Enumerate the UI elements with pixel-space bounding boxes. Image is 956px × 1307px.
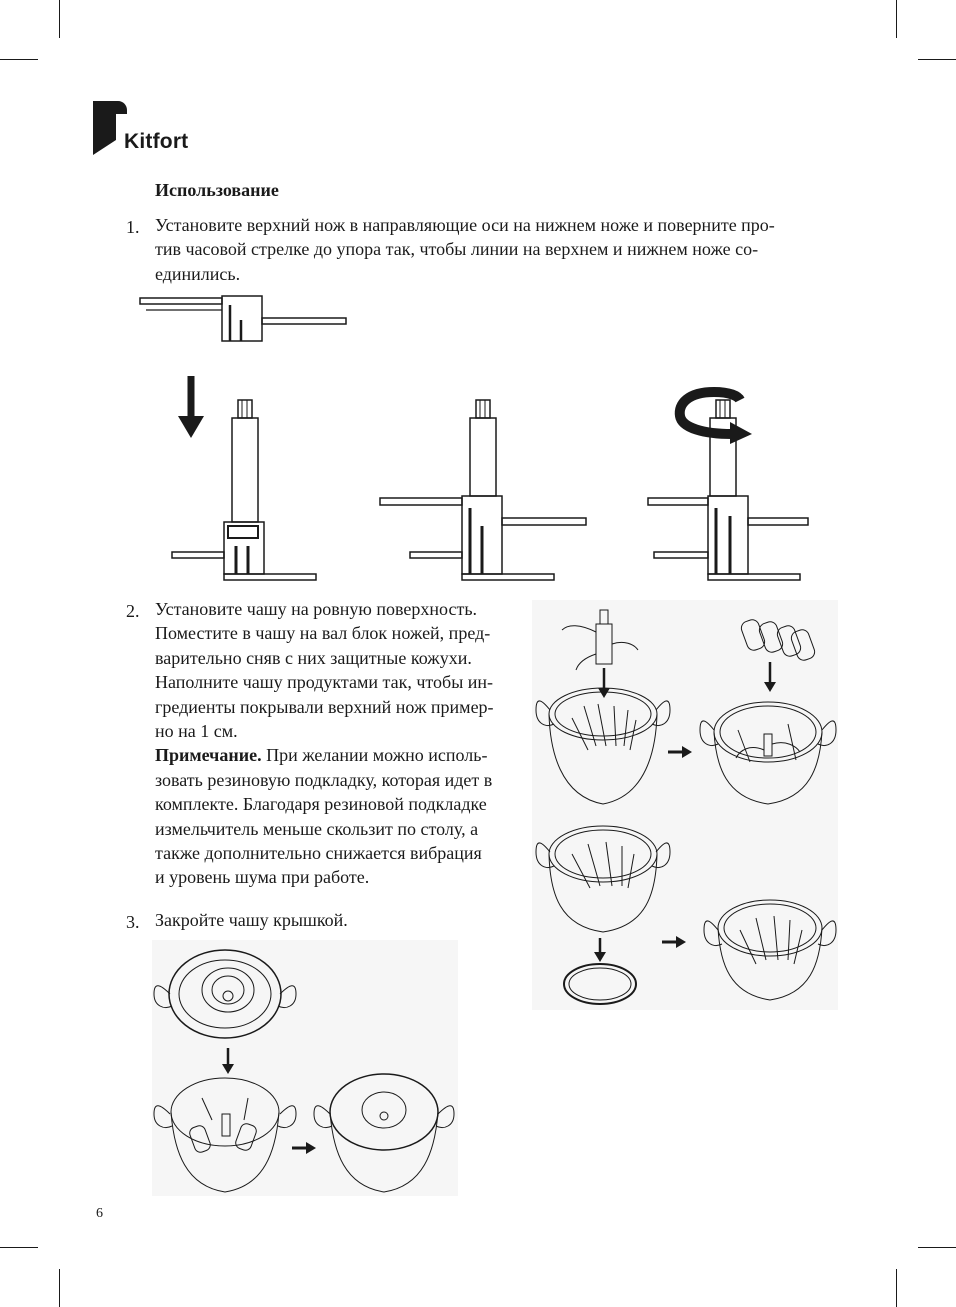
text-line: зовать резиновую подкладку, которая идет в (155, 769, 493, 790)
crop-mark (0, 1247, 38, 1248)
crop-mark (918, 59, 956, 60)
text-line: Закройте чашу крышкой. (155, 910, 348, 930)
text-line: но на 1 см. (155, 721, 238, 742)
lid-illustration (152, 940, 458, 1196)
text-line: комплекте. Благодаря резиновой подкладке (155, 794, 487, 815)
crop-mark (59, 0, 60, 38)
section-title: Использование (155, 180, 279, 200)
rotate-arrow-icon (674, 384, 754, 442)
text-line: тив часовой стрелке до упора так, чтобы линии на верхнем и нижнем ноже со- (155, 239, 759, 260)
crop-mark (896, 0, 897, 38)
blade-shaft-placed (376, 396, 596, 586)
text-line: Установите чашу на ровную поверхность. (155, 599, 478, 619)
kitfort-mark-icon (92, 100, 128, 156)
text-line: При желании можно исполь- (261, 745, 488, 766)
text-line: измельчитель меньше скользит по столу, а (155, 818, 479, 839)
blade-top-view (138, 295, 358, 345)
step-1-text (155, 213, 845, 286)
text-line: единились. (155, 263, 241, 284)
crop-mark (0, 59, 38, 60)
text-line: и уровень шума при работе. (155, 867, 370, 888)
bowl-blades-illustration (532, 600, 838, 814)
crop-mark (896, 1269, 897, 1307)
bowl-pad-illustration (532, 814, 838, 1010)
text-line: варительно сняв с них защитные кожухи. (155, 647, 472, 668)
step-number: 1. (126, 217, 140, 237)
note-label: Примечание. (155, 745, 262, 766)
brand-name: Kitfort (124, 130, 189, 153)
crop-mark (918, 1247, 956, 1248)
text-line: Установите верхний нож в направляющие оси на нижнем ноже и поверните про- (155, 215, 775, 235)
page-number: 6 (96, 1206, 103, 1221)
note-line (155, 743, 535, 767)
step-2-text (155, 597, 535, 890)
brand-logo (92, 100, 212, 158)
text-line: также дополнительно снижается вибрация (155, 843, 482, 864)
text-line: Поместите в чашу на вал блок ножей, пред- (155, 623, 491, 644)
text-line: Наполните чашу продуктами так, чтобы ин- (155, 672, 494, 693)
step-3-text (155, 908, 555, 932)
step-number: 2. (126, 601, 140, 621)
crop-mark (59, 1269, 60, 1307)
text-line: гредиенты покрывали верхний нож пример- (155, 696, 494, 717)
step-number: 3. (126, 912, 140, 932)
blade-shaft-before (168, 396, 328, 586)
